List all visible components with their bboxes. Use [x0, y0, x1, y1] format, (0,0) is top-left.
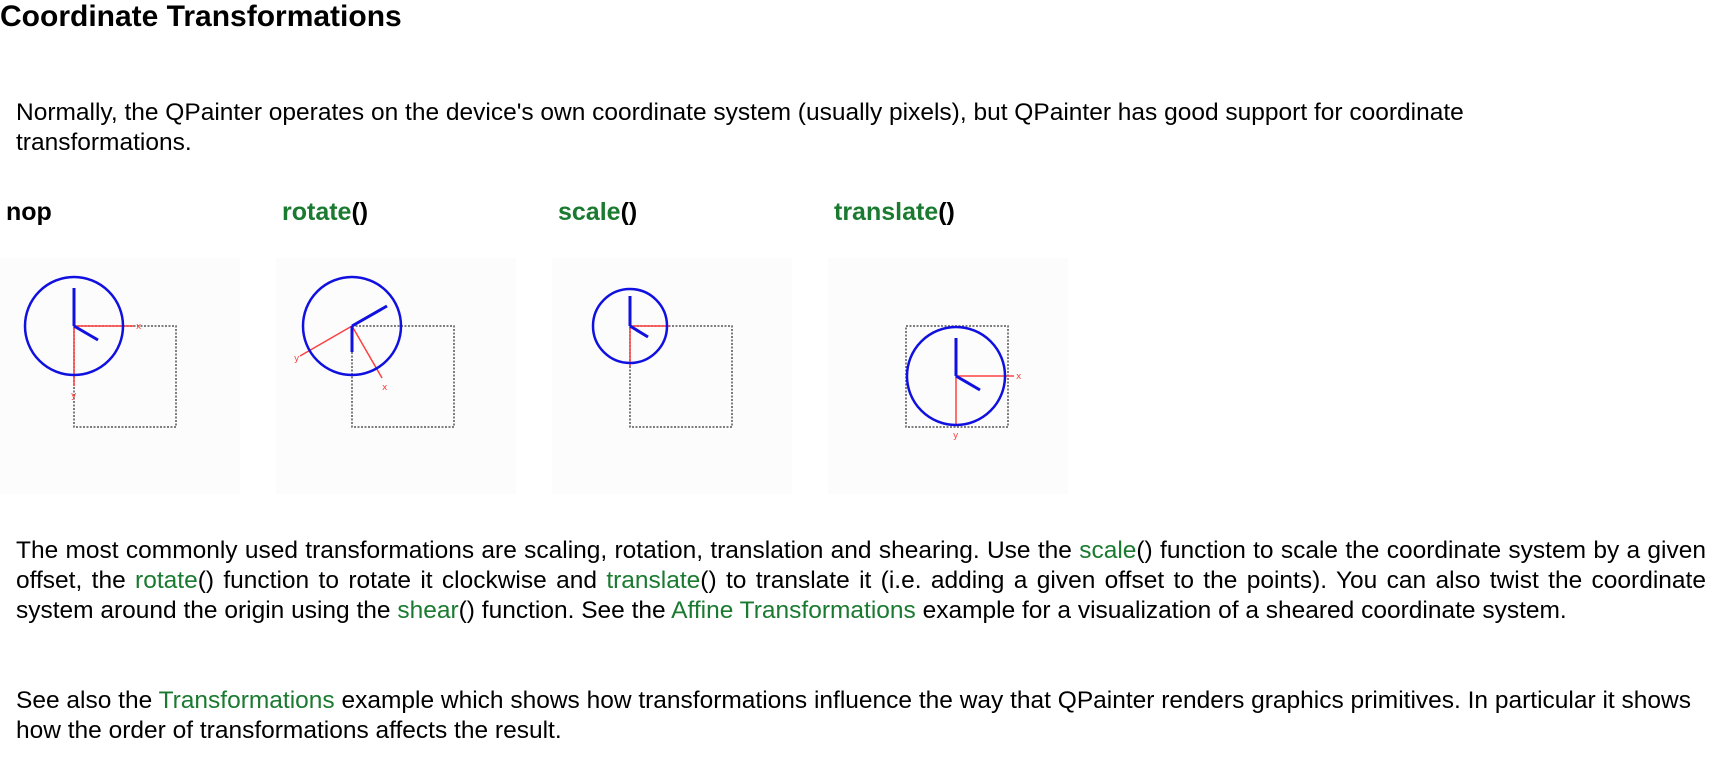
- shear-function-link[interactable]: shear: [397, 597, 459, 624]
- rotate-function-link[interactable]: rotate: [135, 567, 198, 594]
- intro-paragraph: Normally, the QPainter operates on the device's own coordinate system (usually pixels), but QPainter has good support for coordinate transformations.: [16, 99, 1464, 156]
- heading-rotate: [282, 198, 368, 227]
- p1-text-d: () to translate it (i.e. adding a given offset to the points). You can also twist the coordinate system around the origin using the: [16, 567, 1706, 624]
- nop-y-label: y: [71, 391, 77, 401]
- heading-translate: [834, 198, 955, 227]
- scale-link[interactable]: scale: [558, 198, 621, 226]
- p1-text-c: () function to rotate it clockwise and: [197, 567, 607, 594]
- translate-y-label: y: [953, 431, 959, 441]
- rotate-diagram: [276, 258, 516, 494]
- heading-nop: [6, 198, 52, 227]
- translate-link[interactable]: translate: [834, 198, 939, 226]
- affine-transformations-link[interactable]: Affine Transformations: [671, 597, 916, 624]
- translate-diagram: [828, 258, 1068, 494]
- p1-text-e: () function. See the: [458, 597, 672, 624]
- rotate-y-label: y: [294, 354, 300, 364]
- heading-scale: [558, 198, 637, 227]
- rotate-x-label: x: [382, 383, 388, 393]
- transformations-example-link[interactable]: Transformations: [158, 687, 335, 714]
- p1-text-a: The most commonly used transformations are scaling, rotation, translation and shearing. Use the: [16, 537, 1080, 564]
- see-also-paragraph: [16, 686, 1706, 746]
- translate-x-label: x: [1016, 372, 1022, 382]
- p1-text-f: example for a visualization of a sheared coordinate system.: [915, 597, 1567, 624]
- nop-diagram: [0, 258, 240, 494]
- translate-function-link[interactable]: translate: [606, 567, 701, 594]
- translate-parens: (): [938, 198, 955, 226]
- transformations-paragraph: [16, 536, 1706, 626]
- page-title: Coordinate Transformations: [0, 0, 402, 33]
- scale-diagram: [552, 258, 792, 494]
- rotate-link[interactable]: rotate: [282, 198, 352, 226]
- p2-text-a: See also the: [16, 687, 159, 714]
- p1-text-b: () function to scale the coordinate system by a given offset, the: [16, 537, 1706, 594]
- rotate-parens: (): [351, 198, 369, 226]
- nop-x-label: x: [136, 322, 142, 332]
- heading-nop-label: nop: [6, 198, 52, 226]
- scale-function-link[interactable]: scale: [1079, 537, 1137, 564]
- scale-parens: (): [620, 198, 638, 226]
- p2-text-b: example which shows how transformations influence the way that QPainter renders graphics primitives. In particular it shows how the order of transformations affects the result.: [16, 687, 1691, 744]
